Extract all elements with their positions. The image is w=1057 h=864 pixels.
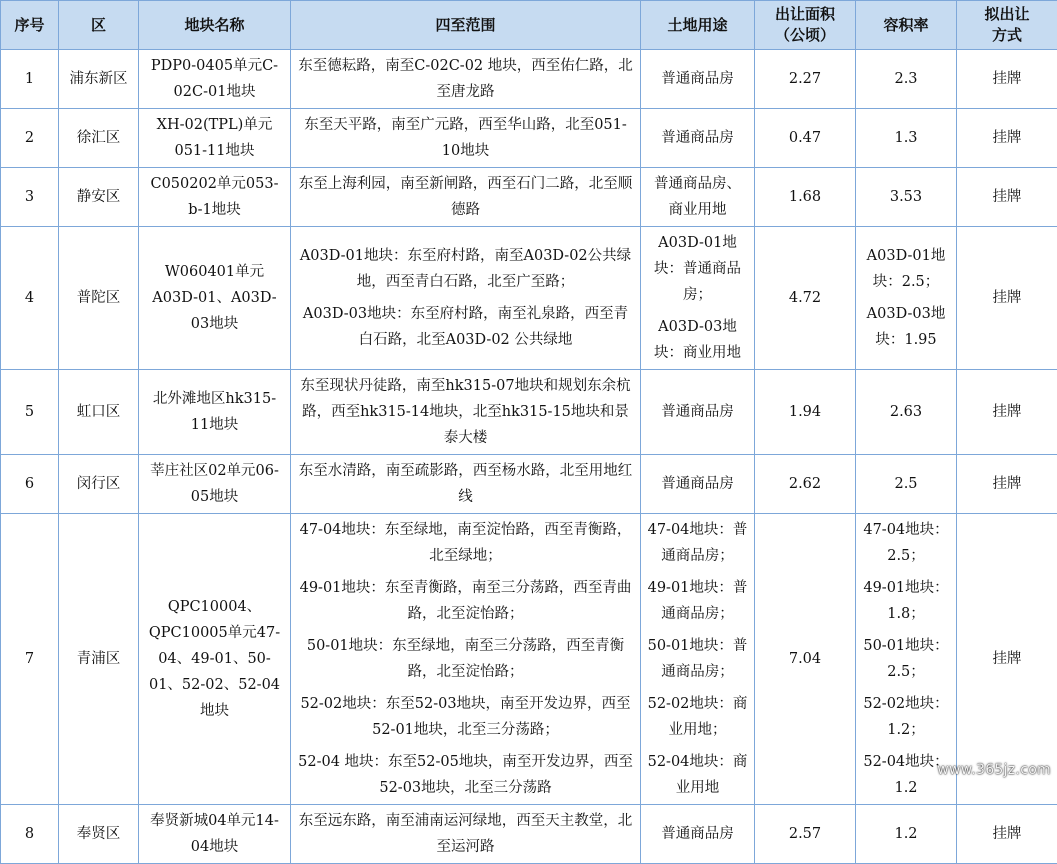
header-row	[1, 1, 1057, 50]
land-use-cell	[641, 50, 755, 109]
floor-area-ratio-cell	[856, 805, 957, 864]
parcel-name-cell: 北外滩地区hk315-11地块	[139, 370, 291, 455]
column-header: 容积率	[856, 1, 957, 50]
cell-paragraph: 47-04地块：2.5；	[862, 517, 950, 569]
parcel-name-cell: PDP0-0405单元C-02C-01地块	[139, 50, 291, 109]
cell-paragraph: 1.3	[862, 125, 950, 151]
cell-paragraph: 52-04地块：1.2	[862, 749, 950, 801]
floor-area-ratio-cell	[856, 50, 957, 109]
transfer-method-cell: 挂牌	[957, 168, 1057, 227]
area-cell: 2.62	[755, 455, 856, 514]
column-header: 四至范围	[291, 1, 641, 50]
cell-paragraph: A03D-01地块：2.5；	[862, 243, 950, 295]
floor-area-ratio-cell	[856, 227, 957, 370]
cell-paragraph: 东至现状丹徒路，南至hk315-07地块和规划东余杭路，西至hk315-14地块，北至hk315-15地块和景泰大楼	[297, 373, 634, 451]
floor-area-ratio-cell	[856, 455, 957, 514]
table-row	[1, 370, 1057, 455]
district-cell: 浦东新区	[59, 50, 139, 109]
table-row	[1, 227, 1057, 370]
cell-paragraph: 50-01地块：东至绿地，南至三分荡路，西至青衡路，北至淀怡路；	[297, 633, 634, 685]
cell-paragraph: 50-01地块：普通商品房；	[647, 633, 748, 685]
row-number-cell: 4	[1, 227, 59, 370]
area-cell: 1.94	[755, 370, 856, 455]
transfer-method-cell: 挂牌	[957, 227, 1057, 370]
column-header: 序号	[1, 1, 59, 50]
cell-paragraph: 2.3	[862, 66, 950, 92]
cell-paragraph: A03D-01地块：普通商品房；	[647, 230, 748, 308]
cell-paragraph: A03D-03地块：1.95	[862, 301, 950, 353]
transfer-method-cell: 挂牌	[957, 805, 1057, 864]
boundary-cell	[291, 805, 641, 864]
cell-paragraph: A03D-03地块：商业用地	[647, 314, 748, 366]
table-row	[1, 805, 1057, 864]
cell-paragraph: 东至上海利园，南至新闸路，西至石门二路，北至顺德路	[297, 171, 634, 223]
row-number-cell: 6	[1, 455, 59, 514]
area-cell: 7.04	[755, 514, 856, 805]
land-use-cell	[641, 227, 755, 370]
cell-paragraph: 49-01地块：东至青衡路，南至三分荡路，西至青曲路，北至淀怡路；	[297, 575, 634, 627]
cell-paragraph: 47-04地块：普通商品房；	[647, 517, 748, 569]
column-header: 区	[59, 1, 139, 50]
transfer-method-cell: 挂牌	[957, 370, 1057, 455]
land-use-cell	[641, 109, 755, 168]
table-row	[1, 50, 1057, 109]
cell-paragraph: 普通商品房	[647, 471, 748, 497]
parcel-name-cell: C050202单元053-b-1地块	[139, 168, 291, 227]
cell-paragraph: 52-04地块：商业用地	[647, 749, 748, 801]
district-cell: 奉贤区	[59, 805, 139, 864]
cell-paragraph: 普通商品房	[647, 125, 748, 151]
cell-paragraph: 东至远东路，南至浦南运河绿地，西至天主教堂，北至运河路	[297, 808, 634, 860]
row-number-cell: 3	[1, 168, 59, 227]
land-use-cell	[641, 455, 755, 514]
cell-paragraph: A03D-03地块：东至府村路，南至礼泉路，西至青白石路，北至A03D-02 公共绿地	[297, 301, 634, 353]
floor-area-ratio-cell	[856, 370, 957, 455]
cell-paragraph: 东至德耘路，南至C-02C-02 地块，西至佑仁路，北至唐龙路	[297, 53, 634, 105]
cell-paragraph: 52-04 地块：东至52-05地块，南至开发边界，西至52-03地块，北至三分荡路	[297, 749, 634, 801]
parcel-name-cell: QPC10004、QPC10005单元47-04、49-01、50-01、52-02、52-04地块	[139, 514, 291, 805]
cell-paragraph: 1.2	[862, 821, 950, 847]
boundary-cell	[291, 227, 641, 370]
floor-area-ratio-cell	[856, 168, 957, 227]
row-number-cell: 2	[1, 109, 59, 168]
cell-paragraph: 普通商品房、商业用地	[647, 171, 748, 223]
area-cell: 1.68	[755, 168, 856, 227]
district-cell: 静安区	[59, 168, 139, 227]
parcel-name-cell: W060401单元A03D-01、A03D-03地块	[139, 227, 291, 370]
land-use-cell	[641, 805, 755, 864]
parcel-name-cell: XH-02(TPL)单元051-11地块	[139, 109, 291, 168]
table-row	[1, 109, 1057, 168]
land-use-cell	[641, 514, 755, 805]
area-cell: 2.57	[755, 805, 856, 864]
cell-paragraph: 52-02地块：商业用地；	[647, 691, 748, 743]
transfer-method-cell: 挂牌	[957, 455, 1057, 514]
table-row	[1, 168, 1057, 227]
boundary-cell	[291, 109, 641, 168]
floor-area-ratio-cell	[856, 109, 957, 168]
watermark: www.365jz.com	[937, 762, 1051, 778]
boundary-cell	[291, 50, 641, 109]
cell-paragraph: 47-04地块：东至绿地，南至淀怡路，西至青衡路，北至绿地；	[297, 517, 634, 569]
cell-paragraph: A03D-01地块：东至府村路，南至A03D-02公共绿地，西至青白石路，北至广至路；	[297, 243, 634, 295]
cell-paragraph: 52-02地块：1.2；	[862, 691, 950, 743]
transfer-method-cell: 挂牌	[957, 514, 1057, 805]
table-row	[1, 514, 1057, 805]
district-cell: 虹口区	[59, 370, 139, 455]
column-header: 土地用途	[641, 1, 755, 50]
column-header: 地块名称	[139, 1, 291, 50]
district-cell: 普陀区	[59, 227, 139, 370]
cell-paragraph: 东至天平路，南至广元路，西至华山路，北至051-10地块	[297, 112, 634, 164]
cell-paragraph: 普通商品房	[647, 399, 748, 425]
cell-paragraph: 49-01地块：1.8；	[862, 575, 950, 627]
row-number-cell: 1	[1, 50, 59, 109]
cell-paragraph: 2.5	[862, 471, 950, 497]
row-number-cell: 8	[1, 805, 59, 864]
area-cell: 2.27	[755, 50, 856, 109]
cell-paragraph: 49-01地块：普通商品房；	[647, 575, 748, 627]
boundary-cell	[291, 455, 641, 514]
transfer-method-cell: 挂牌	[957, 109, 1057, 168]
cell-paragraph: 3.53	[862, 184, 950, 210]
area-cell: 0.47	[755, 109, 856, 168]
table-row	[1, 455, 1057, 514]
parcel-name-cell: 莘庄社区02单元06-05地块	[139, 455, 291, 514]
cell-paragraph: 东至水清路，南至疏影路，西至杨水路，北至用地红线	[297, 458, 634, 510]
cell-paragraph: 52-02地块：东至52-03地块，南至开发边界，西至52-01地块，北至三分荡路；	[297, 691, 634, 743]
row-number-cell: 7	[1, 514, 59, 805]
floor-area-ratio-cell	[856, 514, 957, 805]
table-body	[1, 50, 1057, 864]
cell-paragraph: 50-01地块：2.5；	[862, 633, 950, 685]
boundary-cell	[291, 168, 641, 227]
cell-paragraph: 普通商品房	[647, 821, 748, 847]
parcel-name-cell: 奉贤新城04单元14-04地块	[139, 805, 291, 864]
district-cell: 徐汇区	[59, 109, 139, 168]
land-use-cell	[641, 168, 755, 227]
boundary-cell	[291, 370, 641, 455]
column-header: 出让面积 （公顷）	[755, 1, 856, 50]
area-cell: 4.72	[755, 227, 856, 370]
column-header: 拟出让 方式	[957, 1, 1057, 50]
district-cell: 闵行区	[59, 455, 139, 514]
district-cell: 青浦区	[59, 514, 139, 805]
row-number-cell: 5	[1, 370, 59, 455]
cell-paragraph: 普通商品房	[647, 66, 748, 92]
cell-paragraph: 2.63	[862, 399, 950, 425]
transfer-method-cell: 挂牌	[957, 50, 1057, 109]
boundary-cell	[291, 514, 641, 805]
land-use-cell	[641, 370, 755, 455]
